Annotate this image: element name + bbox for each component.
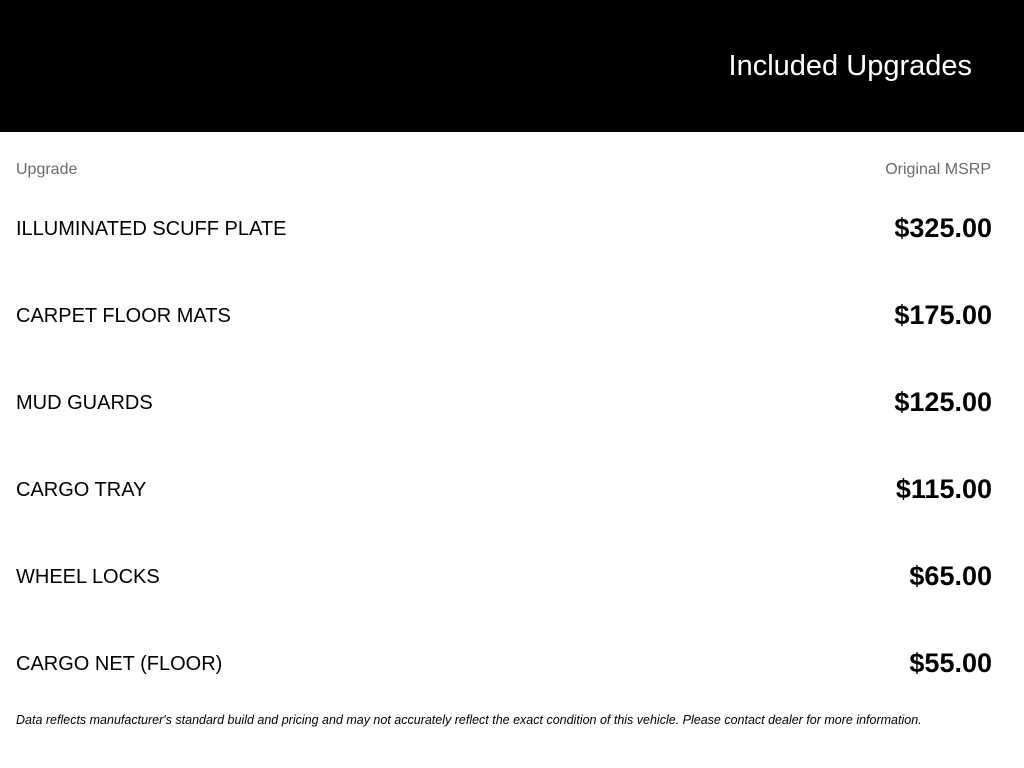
upgrade-name: ILLUMINATED SCUFF PLATE bbox=[16, 218, 287, 240]
upgrade-row bbox=[0, 197, 1024, 284]
upgrade-row bbox=[0, 632, 1024, 719]
column-header-upgrade: Upgrade bbox=[16, 161, 78, 178]
page-title: Included Upgrades bbox=[728, 50, 972, 82]
column-header-original-msrp: Original MSRP bbox=[885, 161, 991, 178]
header-banner bbox=[0, 0, 1024, 132]
upgrade-price: $175.00 bbox=[894, 300, 992, 330]
upgrade-price: $55.00 bbox=[909, 648, 992, 678]
upgrade-row bbox=[0, 371, 1024, 458]
upgrade-price: $115.00 bbox=[895, 474, 992, 504]
upgrade-price: $65.00 bbox=[909, 561, 992, 591]
upgrade-price: $125.00 bbox=[894, 387, 992, 417]
upgrade-name: CARPET FLOOR MATS bbox=[16, 305, 231, 327]
upgrade-row bbox=[0, 458, 1024, 545]
upgrade-name: CARGO NET (FLOOR) bbox=[16, 653, 223, 675]
upgrade-name: CARGO TRAY bbox=[16, 479, 147, 501]
upgrade-row bbox=[0, 545, 1024, 632]
upgrade-name: WHEEL LOCKS bbox=[16, 566, 160, 588]
upgrade-name: MUD GUARDS bbox=[16, 392, 153, 414]
upgrade-row bbox=[0, 284, 1024, 371]
disclaimer-text: Data reflects manufacturer's standard build and pricing and may not accurately reflect the exact condition of this vehicle. Please contact dealer for more information. bbox=[16, 713, 922, 727]
upgrade-price: $325.00 bbox=[894, 213, 992, 243]
upgrades-list bbox=[0, 197, 1024, 719]
